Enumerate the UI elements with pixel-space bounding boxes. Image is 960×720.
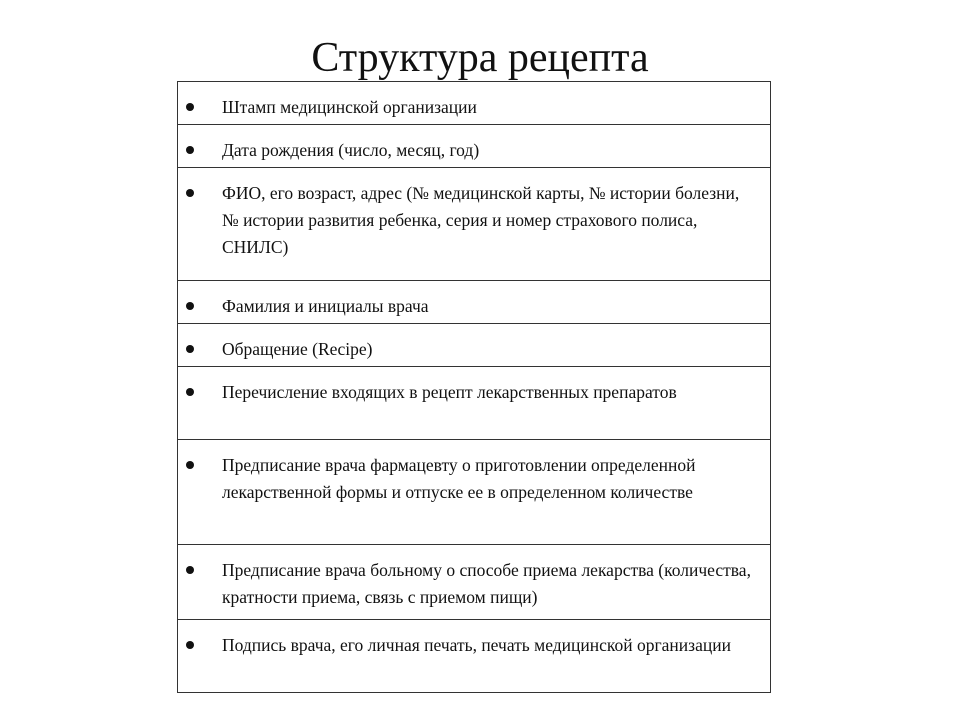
list-item-text: Фамилия и инициалы врача	[222, 296, 429, 316]
table-row	[178, 324, 771, 367]
table-cell	[178, 281, 771, 324]
table-row	[178, 545, 771, 620]
table-cell	[178, 620, 771, 693]
table-row	[178, 125, 771, 168]
table-cell	[178, 324, 771, 367]
list-item-text: ФИО, его возраст, адрес (№ медицинской карты, № истории болезни, № истории развития ребенка, серия и номер страхового полиса, СНИЛС)	[222, 183, 740, 257]
table-cell	[178, 125, 771, 168]
list-item-text: Обращение (Recipe)	[222, 339, 373, 359]
table-row	[178, 367, 771, 440]
list-item-text: Подпись врача, его личная печать, печать медицинской организации	[222, 635, 731, 655]
bullet-icon	[186, 146, 194, 154]
page-title: Структура рецепта	[311, 35, 649, 81]
list-item-text: Штамп медицинской организации	[222, 97, 477, 117]
bullet-icon	[186, 345, 194, 353]
table-cell	[178, 367, 771, 440]
prescription-structure-table	[177, 81, 771, 693]
list-item-text: Дата рождения (число, месяц, год)	[222, 140, 480, 160]
table-cell	[178, 82, 771, 125]
table-row	[178, 168, 771, 281]
bullet-icon	[186, 641, 194, 649]
table-cell	[178, 440, 771, 545]
bullet-icon	[186, 566, 194, 574]
list-item-text: Предписание врача фармацевту о приготовлении определенной лекарственной формы и отпуске ее в определенном количестве	[222, 455, 696, 502]
bullet-icon	[186, 302, 194, 310]
table-cell	[178, 168, 771, 281]
list-item-text: Перечисление входящих в рецепт лекарственных препаратов	[222, 382, 677, 402]
table-row	[178, 440, 771, 545]
table-row	[178, 281, 771, 324]
bullet-icon	[186, 103, 194, 111]
bullet-icon	[186, 189, 194, 197]
table-row	[178, 82, 771, 125]
bullet-icon	[186, 461, 194, 469]
table-row	[178, 620, 771, 693]
table-cell	[178, 545, 771, 620]
list-item-text: Предписание врача больному о способе приема лекарства (количества, кратности приема, связь с приемом пищи)	[222, 560, 751, 607]
bullet-icon	[186, 388, 194, 396]
